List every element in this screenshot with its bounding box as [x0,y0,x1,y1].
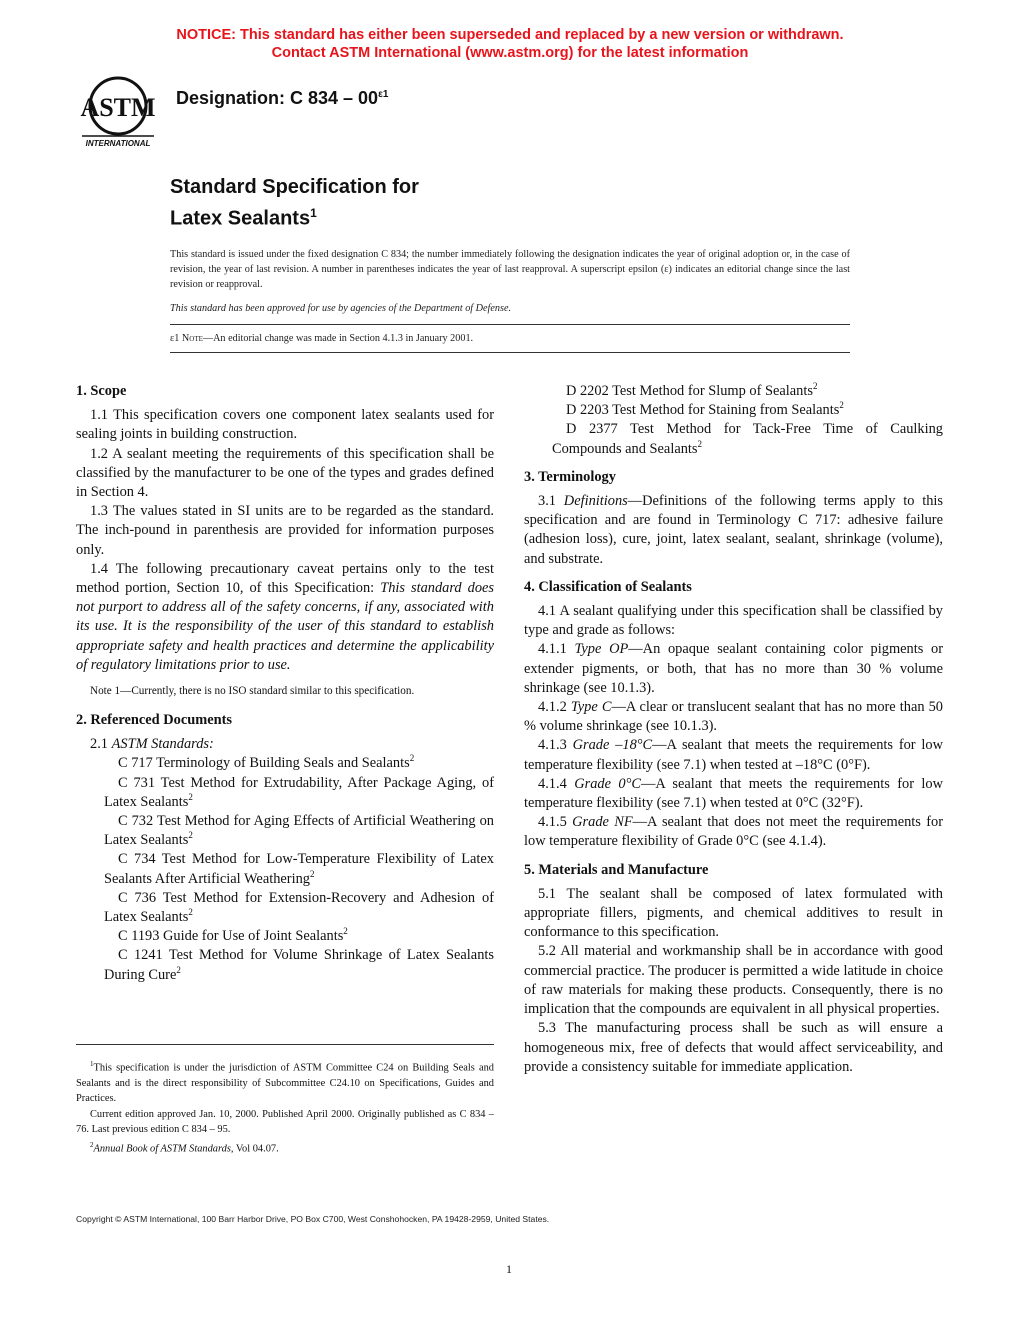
reference-item [76,850,494,888]
page-number: 1 [506,1262,512,1276]
page-title [170,174,419,232]
footnote-mark: 2 [188,907,193,918]
footnotes [76,1044,494,1156]
footnote-2 [76,1138,494,1157]
footnote-italic: Annual Book of ASTM Standards, [93,1142,234,1154]
epsilon-marker: ε1 [170,332,180,344]
reference-text: C 732 Test Method for Aging Effects of Artificial Weathering on Latex Sealants [104,813,494,849]
footnote-text: Vol 04.07. [233,1142,279,1154]
reference-text: D 2377 Test Method for Tack-Free Time of Caulking Compounds and Sealants [552,421,943,457]
clause-label: Grade NF [572,814,633,831]
left-column [76,382,494,994]
sub-label: ASTM Standards: [111,736,214,753]
clause-text: —A sealant that does not meet the requirements for low temperature flexibility of Grade 0°C (see 4.1.4). [524,814,943,850]
clause-number: 3.1 [538,493,564,510]
designation-label: Designation: C 834 – 00 [176,88,379,108]
clause-label: Grade –18°C [572,737,653,754]
astm-logo [72,72,164,152]
reference-item [76,946,494,984]
logo-text: ASTM [80,93,156,122]
clause-text: —A clear or translucent sealant that has no more than 50 % volume shrinkage (see 10.1.3). [524,699,943,735]
divider [170,324,850,325]
footnote-mark: 2 [343,926,348,937]
section-heading: 1. Scope [76,383,127,399]
intro-block [170,247,850,353]
paragraph [524,640,943,698]
title-footnote-mark: 1 [310,206,317,220]
paragraph: 4.1 A sealant qualifying under this specification shall be classified by type and grade as follows: [524,603,943,639]
section-materials [524,861,943,1077]
clause-text: —A sealant that meets the requirements for low temperature flexibility (see 7.1) when tested at 0°C (32°F). [524,775,943,812]
section-heading: 5. Materials and Manufacture [524,861,709,878]
issued-statement: This standard is issued under the fixed designation C 834; the number immediately following the designation indicates the year of original adoption or, in the case of revision, the year of last revision. A number in parentheses indicates the year of last reapproval. A superscript epsilon (ε) indicates an editorial change since the last revision or reapproval. [170,249,850,291]
clause-number: 4.1.1 [538,641,575,658]
notice-line-1: NOTICE: This standard has either been superseded and replaced by a new version or withdrawn. [176,27,844,43]
reference-text: D 2203 Test Method for Staining from Sealants [566,402,840,419]
paragraph [524,492,943,569]
paragraph: 5.2 All material and workmanship shall be in accordance with good commercial practice. The producer is permitted a wide latitude in choice of raw materials for making these products. Consequently, there is no implication that the compounds are equivalent in all physical properties. [524,943,943,1018]
paragraph [76,560,494,675]
section-scope [76,382,494,699]
footnote-mark: 2 [409,753,415,764]
section-terminology [524,468,943,569]
section-referenced-documents [76,711,494,985]
note-1: Note 1—Currently, there is no ISO standard similar to this specification. [90,685,415,698]
paragraph: 5.3 The manufacturing process shall be such as will ensure a homogeneous mix, free of defects that would affect serviceability, and provide a consistency suitable for immediate application. [524,1020,943,1075]
reference-text: C 1193 Guide for Use of Joint Sealants [118,928,344,945]
sub-heading [76,735,494,754]
footnote-mark: 2 [812,381,818,392]
paragraph [524,698,943,736]
reference-text: C 731 Test Method for Extrudability, After Package Aging, of Latex Sealants [104,774,494,810]
sub-number: 2.1 [90,736,112,753]
paragraph: 1.3 The values stated in SI units are to be regarded as the standard. The inch-pound in parenthesis are provided for information purposes only. [76,503,494,558]
title-line-2: Latex Sealants [170,207,311,230]
designation [176,88,388,109]
copyright: Copyright © ASTM International, 100 Barr Harbor Drive, PO Box C700, West Conshohocken, PA 19428-2959, United States. [76,1214,550,1224]
right-column [524,382,943,1086]
paragraph: 1.2 A sealant meeting the requirements of this specification shall be classified by the manufacturer to be one of the types and grades defined in Section 4. [76,445,494,501]
edition-note: Current edition approved Jan. 10, 2000. Published April 2000. Originally published as C 834 – 76. Last previous edition C 834 – 95. [76,1108,494,1136]
section-heading: 4. Classification of Sealants [524,578,692,595]
clause-label: Type C [570,699,612,716]
footnote-mark: 2 [839,400,844,411]
footnote-mark: 2 [90,1140,94,1149]
clause-label: Type OP [574,641,629,658]
clause-text: —A sealant that meets the requirements for low temperature flexibility (see 7.1) when tested at –18°C (0°F). [524,737,943,773]
reference-item [76,754,494,773]
approved-statement: This standard has been approved for use by agencies of the Department of Defense. [170,302,512,314]
footnote-mark: 2 [188,830,193,841]
reference-item [524,420,943,458]
paragraph: 5.1 The sealant shall be composed of latex formulated with appropriate fillers, pigments, and chemical additives to result in conformance to this specification. [524,885,943,941]
reference-text: C 717 Terminology of Building Seals and Sealants [118,755,410,772]
clause-text: —An opaque sealant containing color pigments or extender pigments, or both, that has no more than 30 % volume shrinkage (see 10.1.3). [524,641,944,696]
clause-number: 4.1.3 [538,737,573,754]
clause-number: 4.1.4 [538,775,575,792]
clause-number: 4.1.2 [538,699,571,716]
clause-label: Grade 0°C [574,775,641,792]
reference-text: C 1241 Test Method for Volume Shrinkage of Latex Sealants During Cure [104,947,494,983]
editorial-note [170,331,850,346]
footnote-mark: 1 [90,1060,94,1068]
paragraph-text: 1.4 The following precautionary caveat pertains only to the test method portion, Section 10, of this Specification: [76,560,494,597]
paragraph [524,813,943,851]
clause-number: 4.1.5 [538,814,573,831]
divider [170,352,850,353]
note-label: Note [181,332,203,344]
note-text: —An editorial change was made in Section 4.1.3 in January 2001. [202,332,474,344]
title-line-1: Standard Specification for [170,176,419,198]
footnote-1 [76,1057,494,1107]
footnote-mark: 2 [309,868,315,879]
clause-text: —Definitions of the following terms apply to this specification and are found in Terminology C 717: adhesive failure (adhesion loss), cure, joint, latex sealant, sealant, shrinkage (volume), and substrate. [524,493,943,567]
reference-item [76,812,494,850]
reference-item [524,382,943,401]
paragraph [524,736,943,774]
footnote-mark: 2 [697,438,702,449]
section-heading: 3. Terminology [524,468,616,485]
reference-text: D 2202 Test Method for Slump of Sealants [566,383,813,399]
reference-item [76,927,494,946]
reference-text: C 736 Test Method for Extension-Recovery and Adhesion of Latex Sealants [104,889,494,926]
clause-label: Definitions [563,493,628,510]
referenced-continued [524,382,943,459]
caveat-text: This standard does not purport to address all of the safety concerns, if any, associated with its use. It is the responsibility of the user of this standard to establish appropriate safety and health practices and determine the applicability of regulatory limitations prior to use. [76,580,495,673]
designation-superscript: ε1 [378,89,389,100]
notice-line-2: Contact ASTM International (www.astm.org) for the latest information [271,45,749,61]
logo-subtext: INTERNATIONAL [85,139,151,148]
footnote-mark: 2 [176,964,181,975]
footnote-mark: 2 [188,792,193,803]
section-heading: 2. Referenced Documents [76,712,232,729]
paragraph: 1.1 This specification covers one component latex sealants used for sealing joints in building construction. [76,407,494,443]
reference-item [76,774,494,812]
section-classification [524,578,943,852]
paragraph [524,775,943,813]
withdrawal-notice [0,26,1020,62]
reference-text: C 734 Test Method for Low-Temperature Flexibility of Latex Sealants After Artificial Weathering [104,851,494,887]
footnote-text: This specification is under the jurisdiction of ASTM Committee C24 on Building Seals and Sealants and is the direct responsibility of Subcommittee C24.10 on Specifications, Guides and Practices. [76,1062,494,1105]
reference-item [524,401,943,420]
reference-item [76,889,494,927]
